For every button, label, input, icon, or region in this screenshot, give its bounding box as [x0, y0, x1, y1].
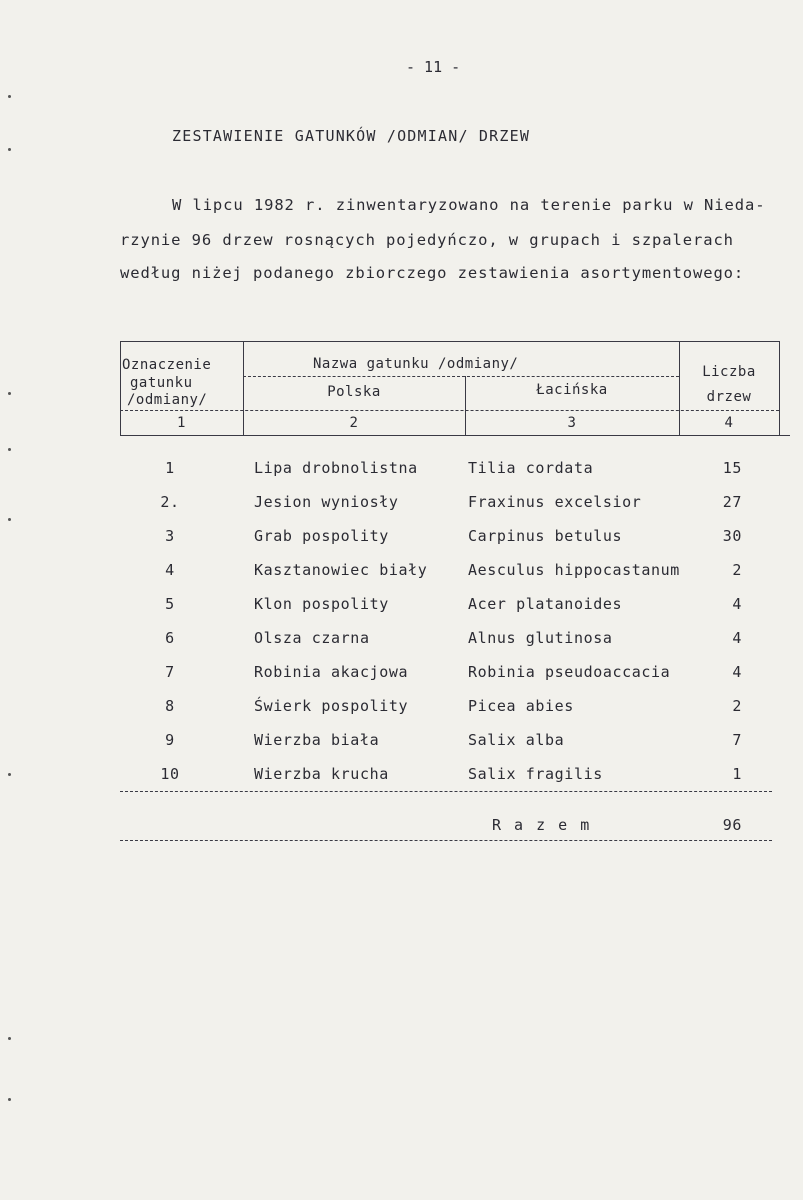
row-polish-name: Jesion wyniosły	[254, 493, 399, 511]
col4-label-line2: drzew	[706, 389, 752, 405]
row-count: 4	[732, 629, 742, 647]
col1-number: 1	[177, 415, 186, 431]
row-count: 27	[722, 493, 742, 511]
row-count: 15	[722, 459, 742, 477]
row-latin-name: Tilia cordata	[468, 459, 594, 477]
row-polish-name: Wierzba biała	[254, 731, 380, 749]
total-end-rule	[120, 840, 772, 841]
row-latin-name: Carpinus betulus	[468, 527, 623, 545]
col4-number: 4	[724, 415, 734, 431]
row-polish-name: Grab pospolity	[254, 527, 389, 545]
row-polish-name: Lipa drobnolistna	[254, 459, 418, 477]
row-count: 7	[732, 731, 742, 749]
row-number: 1	[165, 459, 175, 477]
row-polish-name: Kasztanowiec biały	[254, 561, 428, 579]
row-number: 7	[165, 663, 175, 681]
page-number: - 11 -	[406, 58, 461, 76]
header-top-border	[120, 341, 780, 342]
row-latin-name: Fraxinus excelsior	[468, 493, 642, 511]
row-number: 5	[165, 595, 175, 613]
scan-mark	[8, 95, 11, 98]
row-count: 1	[732, 765, 742, 783]
row-number: 6	[165, 629, 175, 647]
header-group-underline	[243, 376, 679, 377]
paragraph-line-1: W lipcu 1982 r. zinwentaryzowano na terenie parku w Nieda-	[172, 196, 766, 214]
row-latin-name: Acer platanoides	[468, 595, 623, 613]
paragraph-line-2: rzynie 96 drzew rosnących pojedyńczo, w grupach i szpalerach	[120, 231, 734, 249]
row-latin-name: Aesculus hippocastanum	[468, 561, 680, 579]
row-polish-name: Wierzba krucha	[254, 765, 389, 783]
row-number: 4	[165, 561, 175, 579]
total-value: 96	[722, 816, 742, 834]
scan-mark	[8, 773, 11, 776]
row-count: 2	[732, 697, 742, 715]
row-latin-name: Salix fragilis	[468, 765, 603, 783]
row-polish-name: Olsza czarna	[254, 629, 370, 647]
row-count: 30	[722, 527, 742, 545]
col3-number: 3	[567, 415, 577, 431]
col1-label-line2: gatunku	[130, 375, 193, 391]
row-polish-name: Klon pospolity	[254, 595, 389, 613]
row-count: 4	[732, 595, 742, 613]
scan-mark	[8, 1037, 11, 1040]
row-number: 10	[160, 765, 180, 783]
scan-mark	[8, 1098, 11, 1101]
row-number: 8	[165, 697, 175, 715]
scan-mark	[8, 148, 11, 151]
col3-label: Łacińska	[536, 382, 608, 398]
row-number: 9	[165, 731, 175, 749]
table-end-rule	[120, 791, 772, 792]
scan-mark	[8, 392, 11, 395]
row-number: 2.	[160, 493, 180, 511]
row-latin-name: Salix alba	[468, 731, 565, 749]
row-polish-name: Robinia akacjowa	[254, 663, 409, 681]
group-label: Nazwa gatunku /odmiany/	[313, 356, 519, 372]
col2-label: Polska	[327, 384, 381, 400]
row-count: 2	[732, 561, 742, 579]
col1-label-line1: Oznaczenie	[122, 357, 212, 373]
scan-mark	[8, 518, 11, 521]
row-latin-name: Picea abies	[468, 697, 574, 715]
row-latin-name: Robinia pseudoaccacia	[468, 663, 671, 681]
header-right-border	[779, 341, 780, 436]
col2-number: 2	[349, 415, 359, 431]
total-label: R a z e m	[492, 816, 592, 834]
row-number: 3	[165, 527, 175, 545]
header-number-row-line	[120, 410, 779, 411]
col4-label-line1: Liczba	[702, 364, 756, 380]
document-title: ZESTAWIENIE GATUNKÓW /ODMIAN/ DRZEW	[172, 127, 531, 145]
col1-label-line3: /odmiany/	[127, 392, 208, 408]
row-polish-name: Świerk pospolity	[254, 697, 409, 715]
header-bottom-border	[120, 435, 790, 436]
row-count: 4	[732, 663, 742, 681]
row-latin-name: Alnus glutinosa	[468, 629, 613, 647]
scan-mark	[8, 448, 11, 451]
paragraph-line-3: według niżej podanego zbiorczego zestawienia asortymentowego:	[120, 264, 745, 282]
